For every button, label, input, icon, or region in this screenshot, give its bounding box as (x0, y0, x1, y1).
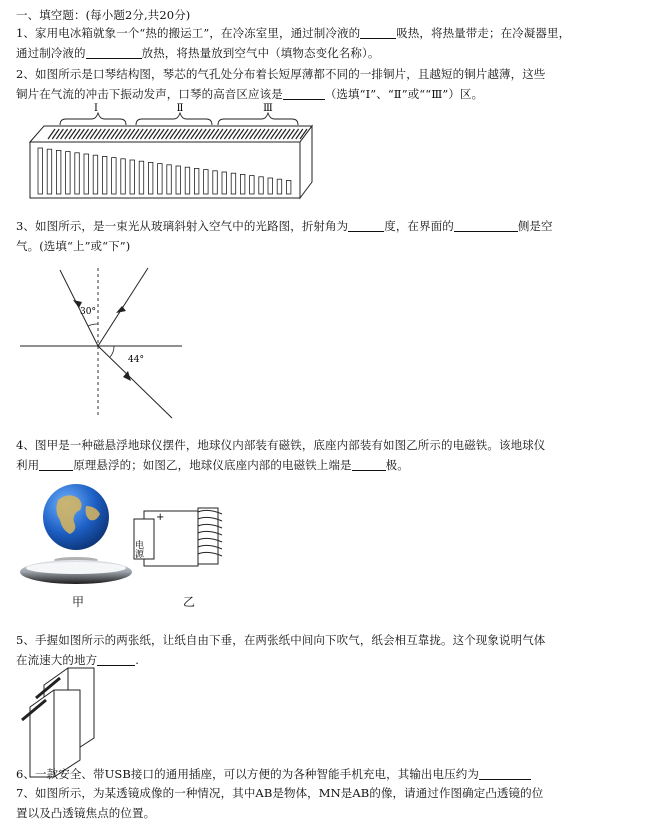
zone-label-2: Ⅱ (176, 103, 184, 114)
question-6-line-1 (16, 766, 531, 782)
figure-caption-b: 乙 (183, 595, 196, 609)
q5-text-b: . (135, 653, 139, 667)
zone-label-3: Ⅲ (263, 103, 273, 114)
q4-text-c: 极。 (385, 458, 409, 472)
question-3-line-2: 气。(选填“上”或“下”) (16, 239, 131, 253)
q4-text-a: 利用 (16, 458, 40, 472)
q3-text-a: 3、如图所示，是一束光从玻璃斜射入空气中的光路图，折射角为 (16, 219, 349, 233)
battery-label: 电源 (133, 540, 143, 558)
q5-text-a: 在流速大的地方 (16, 653, 98, 667)
q1-text-c: 通过制冷液的 (16, 46, 86, 60)
q2-text-a: 铜片在气流的冲击下振动发声，口琴的高音区应该是 (16, 87, 283, 101)
question-2-line-1: 2、如图所示是口琴结构图，琴芯的气孔处分布着长短厚薄都不同的一排铜片，且越短的铜片越薄，这些 (16, 67, 546, 81)
question-7-line-2: 置以及凸透镜焦点的位置。 (16, 806, 156, 820)
q1-text-a: 1、家用电冰箱就象一个“热的搬运工”，在冷冻室里，通过制冷液的 (16, 26, 361, 40)
q1-text-b: 吸热，将热量带走；在冷凝器里， (396, 26, 571, 40)
q3-text-b: 度，在界面的 (384, 219, 454, 233)
battery-plus: + (156, 512, 165, 523)
q6-text: 6、一款安全、带USB接口的通用插座，可以方便的为各种智能手机充电，其输出电压约为 (16, 767, 479, 781)
q2-text-b: （选填“Ⅰ”、“Ⅱ”或““Ⅲ”）区。 (324, 87, 484, 101)
q3-text-c: 侧是空 (517, 219, 553, 233)
figure-caption-a: 甲 (72, 595, 85, 609)
question-7-line-1: 7、如图所示，为某透镜成像的一种情况，其中AB是物体，MN是AB的像，请通过作图确定凸透镜的位 (16, 786, 544, 800)
angle-label-30: 30° (80, 307, 96, 317)
question-5-line-1: 5、手握如图所示的两张纸，让纸自由下垂，在两张纸中间向下吹气，纸会相互靠拢。这个现象说明气体 (16, 633, 546, 647)
angle-label-44: 44° (128, 355, 144, 365)
q6-blank[interactable] (479, 768, 531, 780)
question-4-line-1: 4、图甲是一种磁悬浮地球仪摆件，地球仪内部装有磁铁，底座内部装有如图乙所示的电磁铁。该地球仪 (16, 438, 546, 452)
q1-text-d: 放热，将热量放到空气中（填物态变化名称）。 (141, 46, 380, 60)
zone-label-1: Ⅰ (94, 103, 98, 114)
section-title: 一、填空题：(每小题2分,共20分) (16, 8, 191, 22)
q4-text-b: 原理悬浮的；如图乙，地球仪底座内部的电磁铁上端是 (73, 458, 352, 472)
paper-sheet-front (30, 690, 80, 777)
